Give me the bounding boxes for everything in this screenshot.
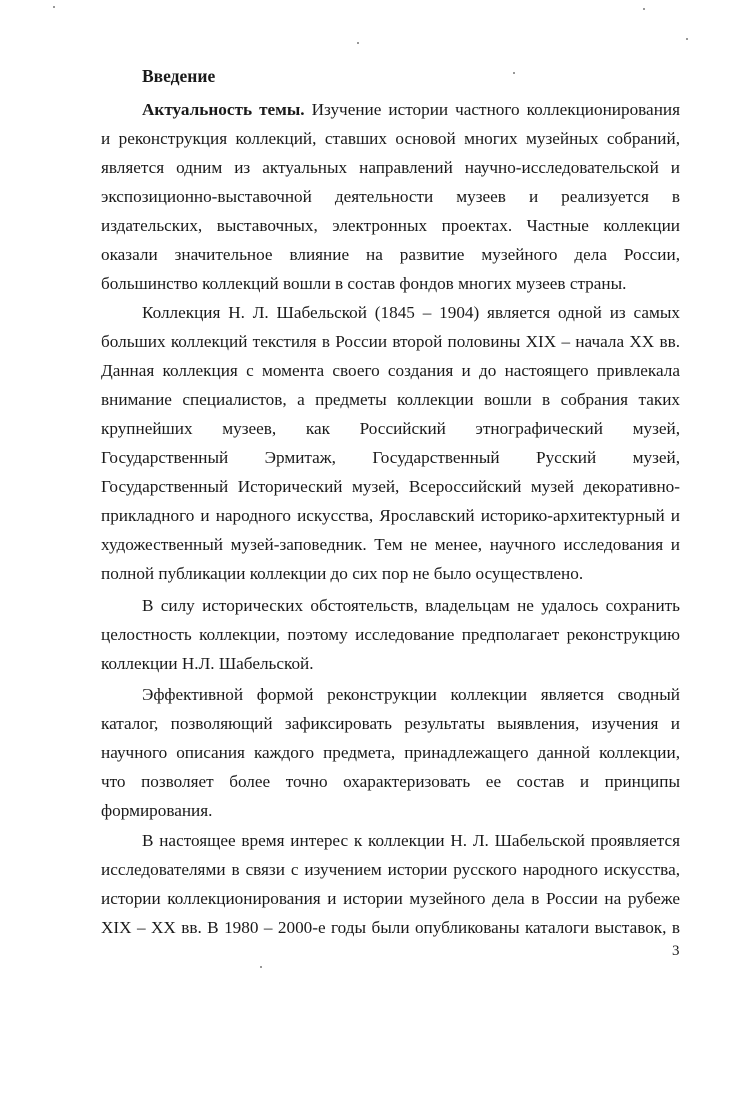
- scan-speck: [53, 6, 55, 8]
- page-number: 3: [672, 943, 680, 959]
- paragraph-line: Государственный Эрмитаж, Государственный Русский музей,: [101, 448, 680, 467]
- paragraph-line: каталог, позволяющий зафиксировать результаты выявления, изучения и: [101, 714, 680, 733]
- paragraph-line: научного описания каждого предмета, принадлежащего данной коллекции,: [101, 743, 680, 762]
- paragraph-line: Эффективной формой реконструкции коллекции является сводный: [142, 685, 680, 704]
- scan-speck: [357, 42, 359, 44]
- paragraph-line: издательских, выставочных, электронных проектах. Частные коллекции: [101, 216, 680, 235]
- paragraph-line: большинство коллекций вошли в состав фондов многих музеев страны.: [101, 274, 627, 293]
- paragraph-line: Данная коллекция с момента своего создания и до настоящего привлекала: [101, 361, 680, 380]
- paragraph-line: что позволяет более точно охарактеризовать ее состав и принципы: [101, 772, 680, 791]
- paragraph-line: В силу исторических обстоятельств, владельцам не удалось сохранить: [142, 596, 680, 615]
- paragraph-line: крупнейших музеев, как Российский этнографический музей,: [101, 419, 680, 438]
- paragraph-line: оказали значительное влияние на развитие музейного дела России,: [101, 245, 680, 264]
- scan-speck: [513, 72, 515, 74]
- paragraph-line: коллекции Н.Л. Шабельской.: [101, 654, 314, 673]
- paragraph-line: прикладного и народного искусства, Ярославский историко-архитектурный и: [101, 506, 680, 525]
- line-text: Изучение истории частного коллекционирования: [304, 100, 680, 119]
- paragraph-line: Государственный Исторический музей, Всероссийский музей декоративно-: [101, 477, 680, 496]
- paragraph-line: больших коллекций текстиля в России второй половины XIX – начала XX вв.: [101, 332, 680, 351]
- paragraph-line: исследователями в связи с изучением истории русского народного искусства,: [101, 860, 680, 879]
- paragraph-line: экспозиционно-выставочной деятельности музеев и реализуется в: [101, 187, 680, 206]
- paragraph-line: полной публикации коллекции до сих пор не было осуществлено.: [101, 564, 584, 583]
- paragraph-line: целостность коллекции, поэтому исследование предполагает реконструкцию: [101, 625, 680, 644]
- paragraph-line: художественный музей-заповедник. Тем не менее, научного исследования и: [101, 535, 680, 554]
- paragraph-line: и реконструкция коллекций, ставших основой многих музейных собраний,: [101, 129, 680, 148]
- paragraph-line: [142, 99, 680, 121]
- paragraph-line: является одним из актуальных направлений научно-исследовательской и: [101, 158, 680, 177]
- paragraph-line: XIX – XX вв. В 1980 – 2000-е годы были опубликованы каталоги выставок, в: [101, 918, 680, 937]
- scan-speck: [686, 38, 688, 40]
- scan-speck: [260, 966, 262, 968]
- section-heading: Введение: [142, 66, 216, 86]
- paragraph-line: истории коллекционирования и истории музейного дела в России на рубеже: [101, 889, 680, 908]
- paragraph-line: В настоящее время интерес к коллекции Н. Л. Шабельской проявляется: [142, 831, 680, 850]
- lead-phrase: Актуальность темы.: [142, 100, 305, 119]
- paragraph-line: формирования.: [101, 801, 213, 820]
- scan-speck: [643, 8, 645, 10]
- paragraph-line: внимание специалистов, а предметы коллекции вошли в собрания таких: [101, 390, 680, 409]
- paragraph-line: Коллекция Н. Л. Шабельской (1845 – 1904) является одной из самых: [142, 303, 680, 322]
